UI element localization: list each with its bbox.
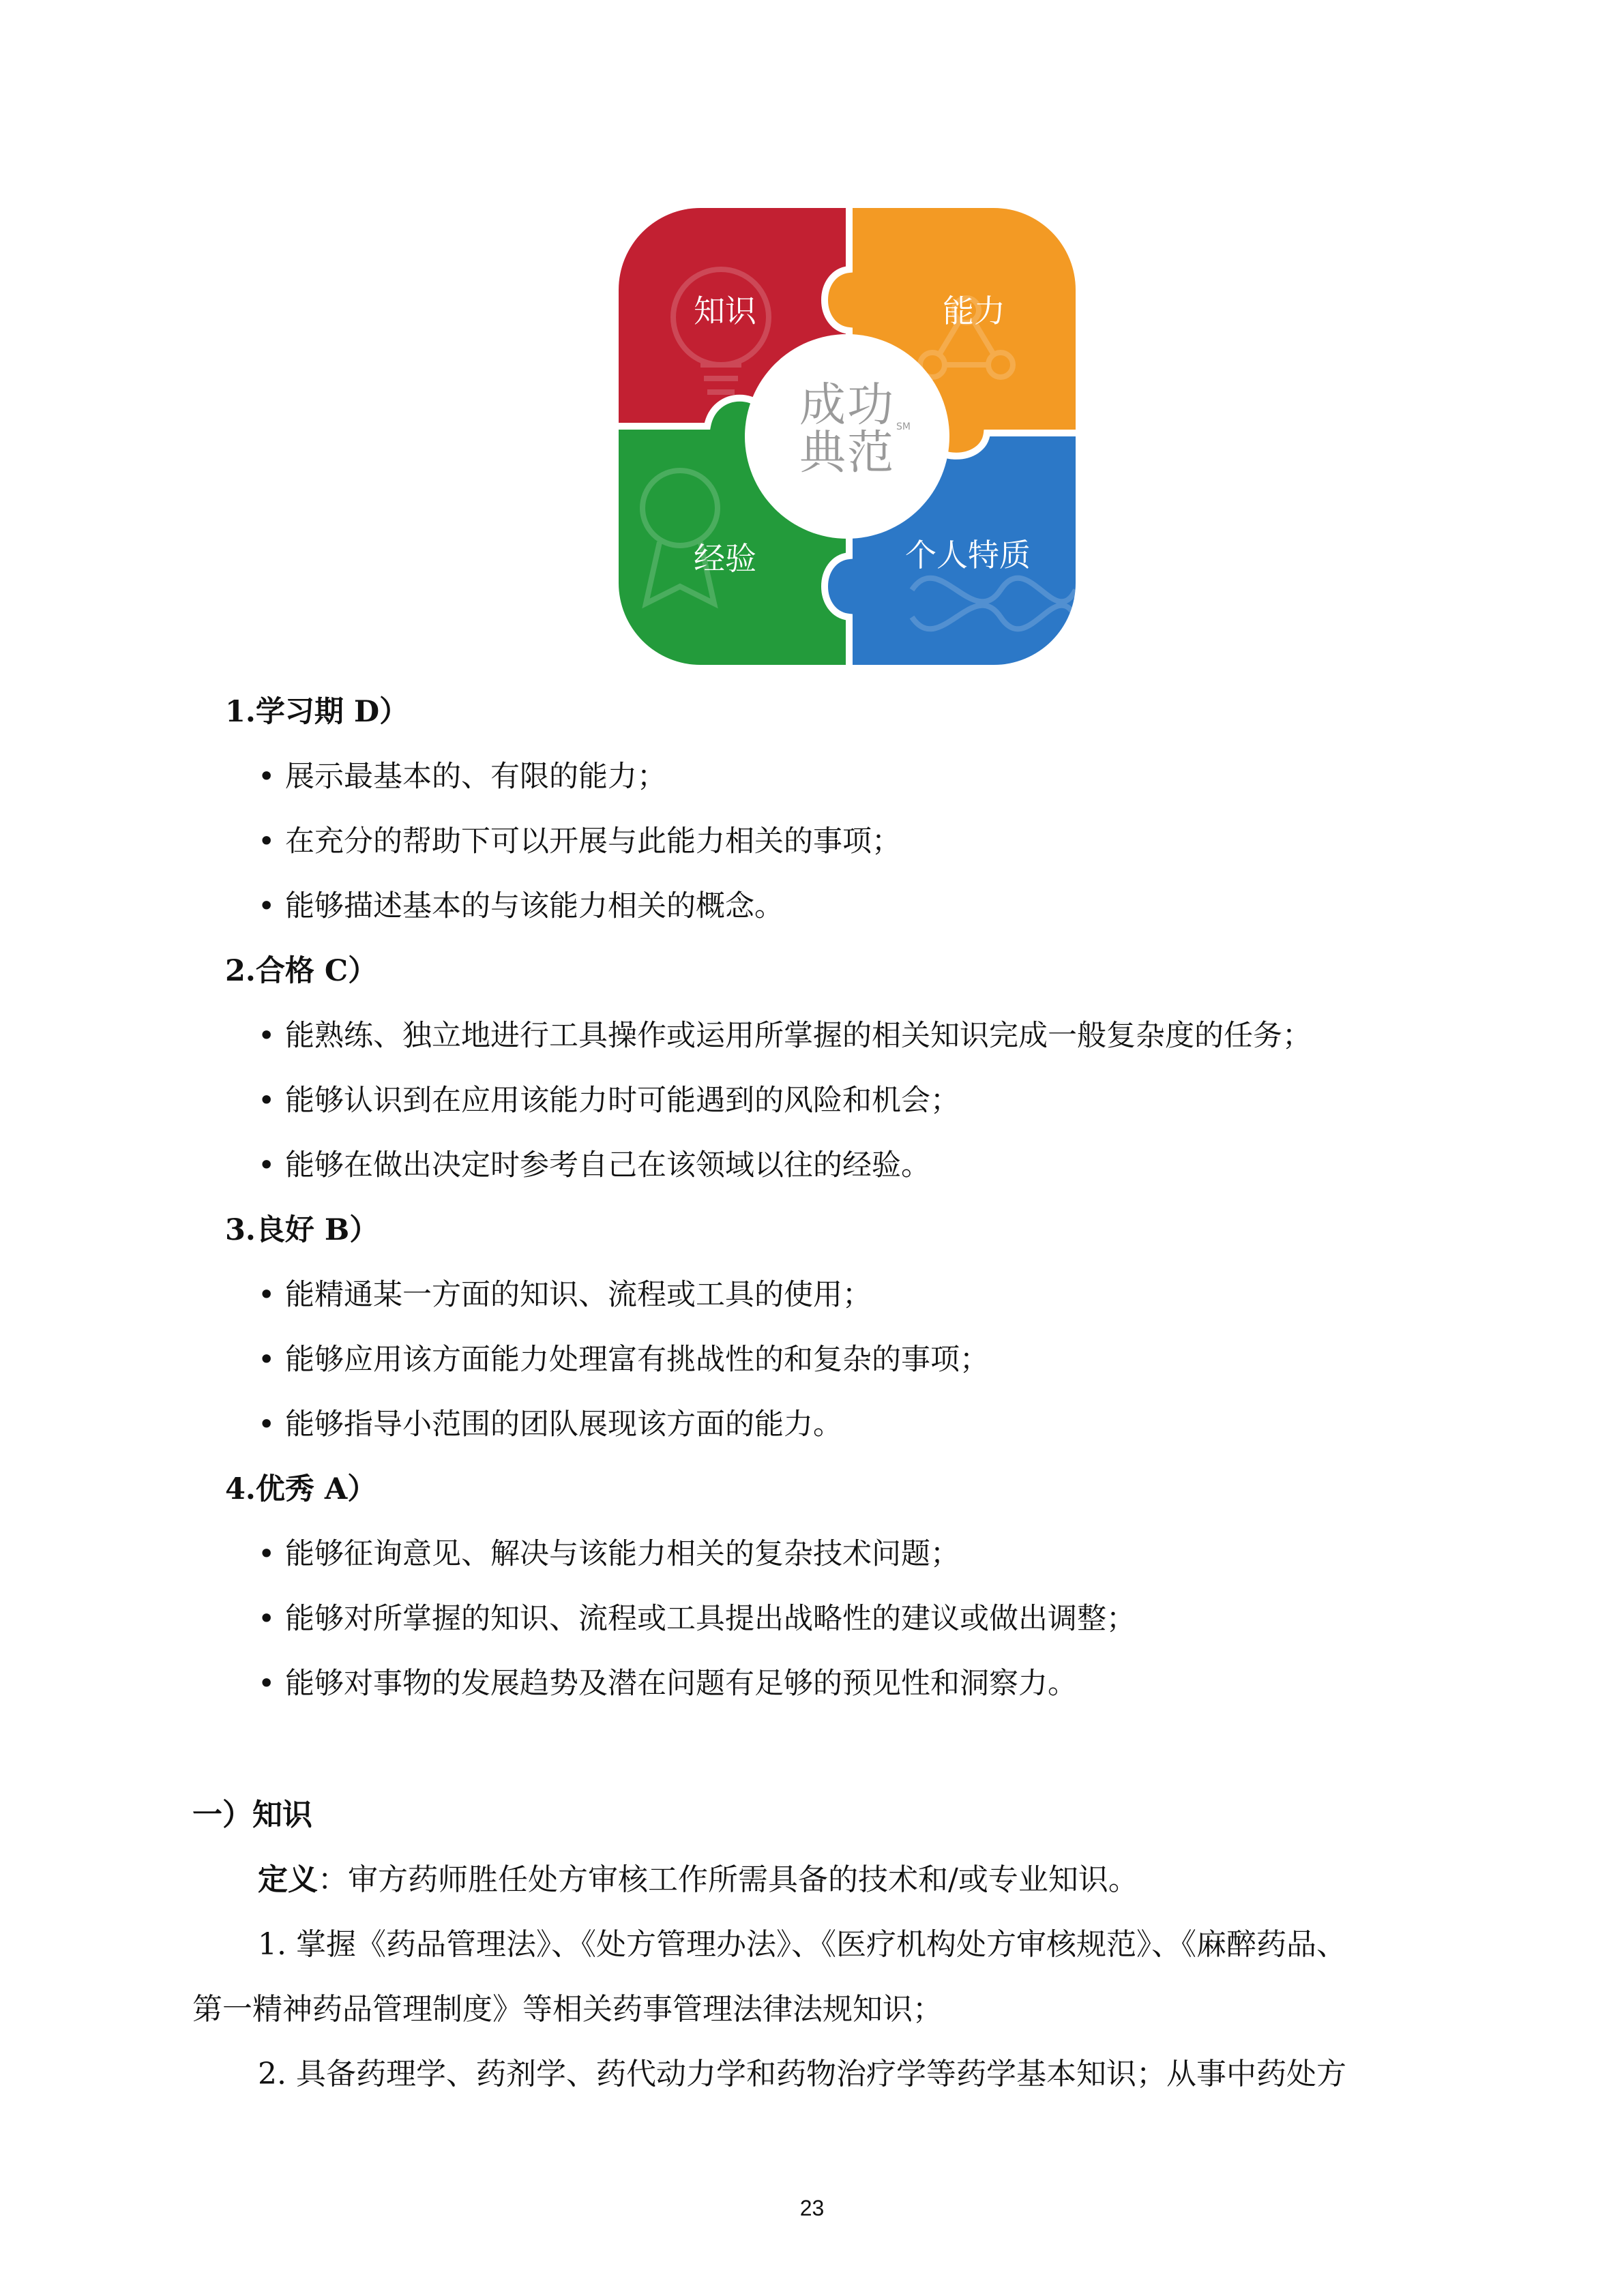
knowledge-item-1-line-1: 1. 掌握《药品管理法》、《处方管理办法》、《医疗机构处方审核规范》、《麻醉药品、 bbox=[258, 1927, 1346, 1962]
list-item-text: 能够指导小范围的团队展现该方面的能力。 bbox=[285, 1407, 842, 1442]
list-item bbox=[258, 1272, 872, 1313]
list-item bbox=[258, 883, 784, 925]
label-experience: 经验 bbox=[694, 540, 756, 577]
list-item bbox=[258, 1660, 1077, 1702]
definition-text: ：审方药师胜任处方审核工作所需具备的技术和/或专业知识。 bbox=[318, 1862, 1138, 1897]
list-item bbox=[258, 1077, 960, 1119]
list-item bbox=[258, 1013, 1312, 1054]
knowledge-item-2-line-1: 2. 具备药理学、药剂学、药代动力学和药物治疗学等药学基本知识；从事中药处方 bbox=[258, 2057, 1346, 2091]
list-item-text: 能精通某一方面的知识、流程或工具的使用； bbox=[285, 1278, 872, 1312]
definition-label: 定义 bbox=[258, 1862, 318, 1897]
list-item-text: 能够应用该方面能力处理富有挑战性的和复杂的事项； bbox=[285, 1343, 989, 1377]
label-personal-traits: 个人特质 bbox=[905, 537, 1031, 573]
list-item-text: 能够在做出决定时参考自己在该领域以往的经验。 bbox=[285, 1148, 930, 1182]
center-title bbox=[745, 378, 949, 480]
list-item bbox=[258, 1337, 989, 1378]
list-item-text: 展示最基本的、有限的能力； bbox=[285, 760, 666, 794]
level-heading: 1.学习期 D） bbox=[225, 695, 409, 729]
list-item-text: 能熟练、独立地进行工具操作或运用所掌握的相关知识完成一般复杂度的任务； bbox=[285, 1019, 1312, 1053]
list-item-text: 能够认识到在应用该能力时可能遇到的风险和机会； bbox=[285, 1084, 960, 1118]
section-heading: 一）知识 bbox=[192, 1798, 312, 1832]
level-heading: 4.优秀 A） bbox=[225, 1472, 377, 1506]
list-item-text: 在充分的帮助下可以开展与此能力相关的事项； bbox=[285, 824, 901, 859]
bullet-dot: • bbox=[258, 1407, 276, 1442]
bullet-dot: • bbox=[258, 1019, 276, 1053]
bullet-dot: • bbox=[258, 760, 276, 794]
center-title-line2: 典范 bbox=[799, 426, 895, 480]
level-heading: 3.良好 B） bbox=[225, 1213, 379, 1247]
bullet-dot: • bbox=[258, 1343, 276, 1377]
bullet-dot: • bbox=[258, 1278, 276, 1312]
list-item bbox=[258, 1142, 930, 1184]
list-item bbox=[258, 754, 666, 795]
definition-paragraph bbox=[258, 1855, 1138, 1898]
list-item bbox=[258, 818, 901, 860]
bullet-dot: • bbox=[258, 1537, 276, 1571]
page-number: 23 bbox=[799, 2196, 825, 2220]
list-item bbox=[258, 1401, 842, 1443]
list-item-text: 能够对事物的发展趋势及潜在问题有足够的预见性和洞察力。 bbox=[285, 1667, 1077, 1701]
bullet-dot: • bbox=[258, 889, 276, 923]
bullet-dot: • bbox=[258, 1667, 276, 1701]
list-item bbox=[258, 1596, 1136, 1637]
list-item-text: 能够征询意见、解决与该能力相关的复杂技术问题； bbox=[285, 1537, 960, 1571]
center-circle bbox=[745, 334, 949, 539]
center-title-line1: 成功 bbox=[799, 378, 895, 432]
list-item bbox=[258, 1531, 960, 1572]
bullet-dot: • bbox=[258, 1148, 276, 1182]
level-heading: 2.合格 C） bbox=[225, 954, 378, 988]
bullet-dot: • bbox=[258, 1084, 276, 1118]
label-ability: 能力 bbox=[943, 293, 1005, 329]
bullet-dot: • bbox=[258, 1602, 276, 1636]
service-mark: SM bbox=[896, 421, 911, 432]
knowledge-item-1-line-2: 第一精神药品管理制度》等相关药事管理法律法规知识； bbox=[192, 1992, 943, 2027]
list-item-text: 能够对所掌握的知识、流程或工具提出战略性的建议或做出调整； bbox=[285, 1602, 1136, 1636]
competency-puzzle-figure bbox=[619, 208, 1076, 665]
label-knowledge: 知识 bbox=[694, 293, 756, 329]
list-item-text: 能够描述基本的与该能力相关的概念。 bbox=[285, 889, 784, 923]
bullet-dot: • bbox=[258, 824, 276, 859]
